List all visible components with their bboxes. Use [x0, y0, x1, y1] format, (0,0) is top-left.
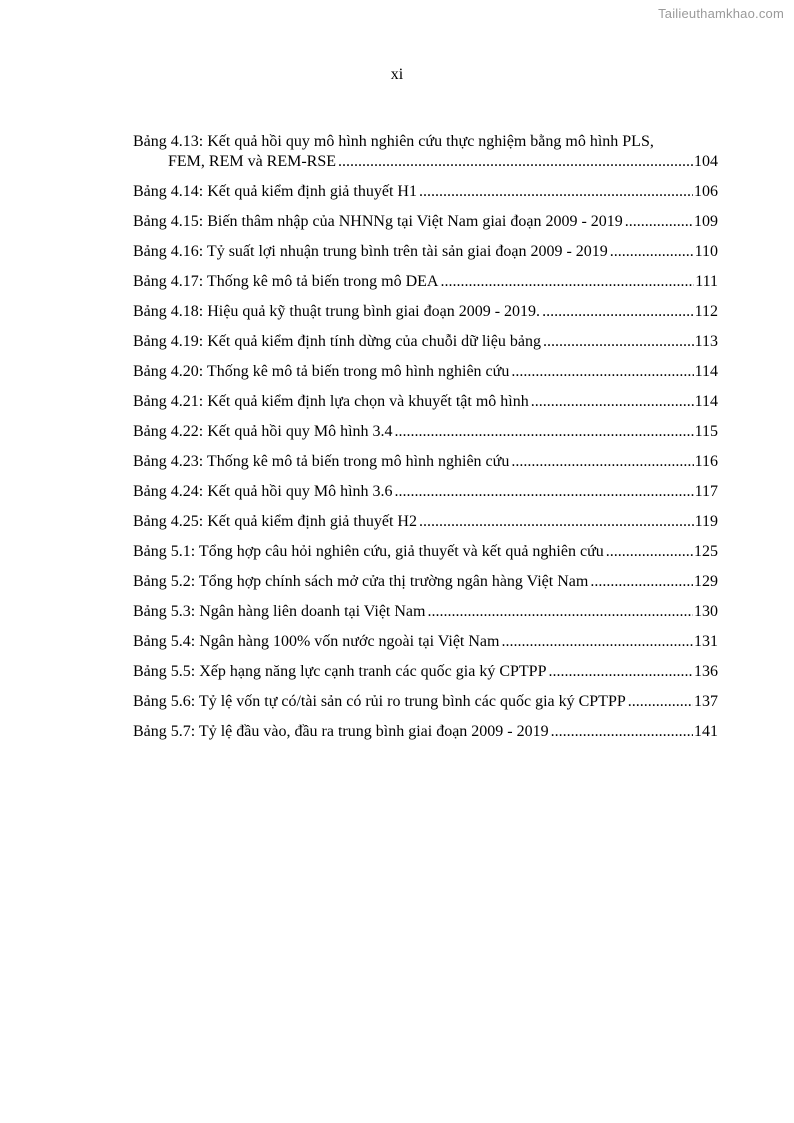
- toc-entry-title: Bảng 4.22: Kết quả hồi quy Mô hình 3.4: [133, 423, 393, 440]
- toc-entry-page: 141: [694, 723, 718, 740]
- dot-leader: [548, 662, 693, 682]
- dot-leader: [501, 632, 693, 652]
- toc-entry-page: 136: [694, 663, 718, 680]
- toc-entry-page: 117: [694, 483, 718, 500]
- toc-entry[interactable]: [133, 452, 718, 472]
- toc-entry-title: Bảng 5.5: Xếp hạng năng lực cạnh tranh các quốc gia ký CPTPP: [133, 663, 547, 680]
- toc-entry[interactable]: [133, 392, 718, 412]
- toc-entry[interactable]: [133, 512, 718, 532]
- toc-entry-title: Bảng 4.24: Kết quả hồi quy Mô hình 3.6: [133, 483, 393, 500]
- toc-entry-title: FEM, REM và REM-RSE: [168, 153, 337, 170]
- dot-leader: [395, 482, 694, 502]
- dot-leader: [440, 272, 694, 292]
- toc-entry-title: Bảng 5.3: Ngân hàng liên doanh tại Việt Nam: [133, 603, 426, 620]
- dot-leader: [395, 422, 694, 442]
- toc-entry[interactable]: [133, 422, 718, 442]
- toc-entry-page: 137: [694, 693, 718, 710]
- dot-leader: [511, 362, 693, 382]
- toc-entry[interactable]: [133, 542, 718, 562]
- toc-entry-page: 125: [694, 543, 718, 560]
- toc-entry-page: 119: [694, 513, 718, 530]
- watermark-text: Tailieuthamkhao.com: [658, 6, 784, 21]
- toc-entry-title: Bảng 4.19: Kết quả kiểm định tính dừng của chuỗi dữ liệu bảng: [133, 333, 541, 350]
- dot-leader: [590, 572, 693, 592]
- toc-entry-page: 106: [694, 183, 718, 200]
- toc-entry[interactable]: [133, 212, 718, 232]
- toc-entry-title: Bảng 5.1: Tổng hợp câu hỏi nghiên cứu, giả thuyết và kết quả nghiên cứu: [133, 543, 604, 560]
- toc-entry-page: 110: [694, 243, 718, 260]
- toc-entry-page: 116: [694, 453, 718, 470]
- toc-entry[interactable]: [133, 632, 718, 652]
- toc-entry[interactable]: [133, 362, 718, 382]
- toc-entry-title: Bảng 4.20: Thống kê mô tả biến trong mô hình nghiên cứu: [133, 363, 510, 380]
- toc-entry[interactable]: [133, 242, 718, 262]
- toc-entry-page: 114: [694, 363, 718, 380]
- toc-entry[interactable]: [133, 332, 718, 352]
- dot-leader: [427, 602, 693, 622]
- toc-entry[interactable]: [133, 302, 718, 322]
- dot-leader: [628, 692, 693, 712]
- toc-entry[interactable]: [133, 602, 718, 622]
- toc-entry-title: Bảng 5.7: Tỷ lệ đầu vào, đầu ra trung bình giai đoạn 2009 - 2019: [133, 723, 549, 740]
- toc-entry-title: Bảng 5.4: Ngân hàng 100% vốn nước ngoài tại Việt Nam: [133, 633, 500, 650]
- dot-leader: [543, 332, 694, 352]
- toc-entry-title: Bảng 4.15: Biến thâm nhập của NHNNg tại Việt Nam giai đoạn 2009 - 2019: [133, 213, 623, 230]
- toc-entry-page: 109: [694, 213, 718, 230]
- dot-leader: [511, 452, 693, 472]
- toc-entry-title: Bảng 4.21: Kết quả kiểm định lựa chọn và khuyết tật mô hình: [133, 393, 529, 410]
- toc-entry-title: Bảng 5.6: Tỷ lệ vốn tự có/tài sản có rủi ro trung bình các quốc gia ký CPTPP: [133, 693, 626, 710]
- toc-entry-page: 130: [694, 603, 718, 620]
- dot-leader: [610, 242, 694, 262]
- toc-entry-page: 111: [695, 273, 718, 290]
- toc-entry-title: Bảng 4.17: Thống kê mô tả biến trong mô DEA: [133, 273, 439, 290]
- dot-leader: [542, 302, 694, 322]
- toc-entry-title: Bảng 5.2: Tổng hợp chính sách mở cửa thị trường ngân hàng Việt Nam: [133, 573, 589, 590]
- dot-leader: [606, 542, 693, 562]
- dot-leader: [531, 392, 694, 412]
- toc-entry-title: Bảng 4.25: Kết quả kiểm định giả thuyết H2: [133, 513, 417, 530]
- dot-leader: [419, 182, 693, 202]
- toc-entry[interactable]: [133, 662, 718, 682]
- page-number: xi: [390, 66, 404, 83]
- toc-entry-page: 115: [694, 423, 718, 440]
- toc-entry[interactable]: [133, 692, 718, 712]
- toc-entry[interactable]: [133, 482, 718, 502]
- toc-entry-page: 131: [694, 633, 718, 650]
- dot-leader: [419, 512, 694, 532]
- toc-entry-title: Bảng 4.16: Tỷ suất lợi nhuận trung bình trên tài sản giai đoạn 2009 - 2019: [133, 243, 608, 260]
- toc-entry[interactable]: [133, 182, 718, 202]
- dot-leader: [551, 722, 693, 742]
- table-of-contents: [133, 132, 718, 752]
- toc-entry-page: 104: [694, 153, 718, 170]
- toc-entry-page: 129: [694, 573, 718, 590]
- toc-entry[interactable]: [133, 272, 718, 292]
- toc-entry-title-line1: Bảng 4.13: Kết quả hồi quy mô hình nghiên cứu thực nghiệm bằng mô hình PLS,: [133, 133, 654, 150]
- dot-leader: [625, 212, 693, 232]
- toc-entry-title: Bảng 4.18: Hiệu quả kỹ thuật trung bình giai đoạn 2009 - 2019.: [133, 303, 541, 320]
- toc-entry[interactable]: [133, 132, 718, 172]
- toc-entry-title: Bảng 4.14: Kết quả kiểm định giả thuyết H1: [133, 183, 417, 200]
- toc-entry-page: 113: [694, 333, 718, 350]
- toc-entry-page: 114: [694, 393, 718, 410]
- toc-entry[interactable]: [133, 572, 718, 592]
- toc-entry-title: Bảng 4.23: Thống kê mô tả biến trong mô hình nghiên cứu: [133, 453, 510, 470]
- toc-entry-page: 112: [694, 303, 718, 320]
- dot-leader: [338, 152, 693, 172]
- toc-entry[interactable]: [133, 722, 718, 742]
